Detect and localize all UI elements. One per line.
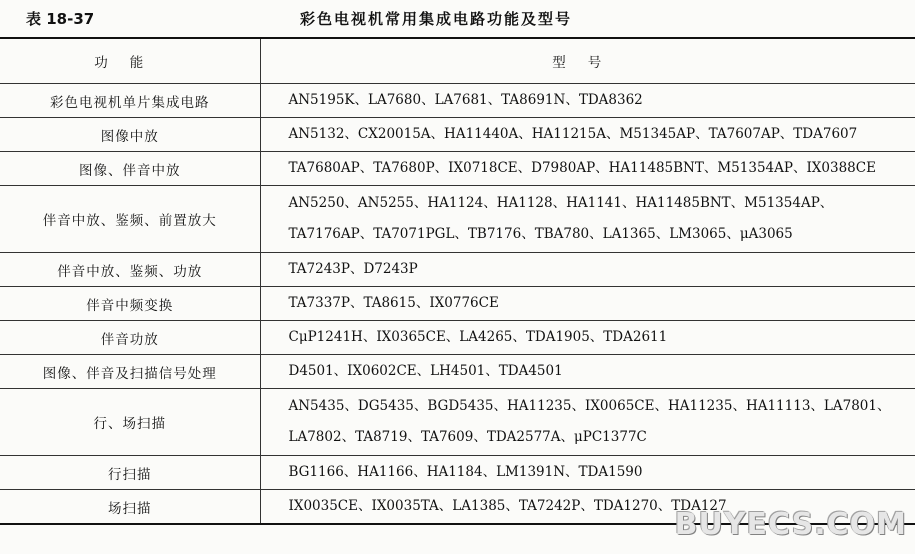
function-cell: 图像中放 bbox=[0, 118, 260, 152]
table-row bbox=[0, 456, 915, 490]
model-cell bbox=[260, 186, 915, 253]
table-row bbox=[0, 118, 915, 152]
model-line: BG1166、HA1166、HA1184、LM1391N、TDA1590 bbox=[288, 464, 643, 480]
model-cell bbox=[260, 287, 915, 321]
model-line: AN5195K、LA7680、LA7681、TA8691N、TDA8362 bbox=[288, 92, 643, 108]
model-line: IX0035CE、IX0035TA、LA1385、TA7242P、TDA1270、TDA127 bbox=[288, 498, 727, 514]
function-cell: 彩色电视机单片集成电路 bbox=[0, 84, 260, 118]
function-cell: 伴音中放、鉴频、功放 bbox=[0, 253, 260, 287]
function-cell: 图像、伴音及扫描信号处理 bbox=[0, 355, 260, 389]
model-line: TA7337P、TA8615、IX0776CE bbox=[288, 295, 499, 311]
function-cell: 行扫描 bbox=[0, 456, 260, 490]
function-cell: 行、场扫描 bbox=[0, 389, 260, 456]
table-caption bbox=[0, 0, 915, 36]
function-cell: 伴音功放 bbox=[0, 321, 260, 355]
model-cell bbox=[260, 253, 915, 287]
table-title: 彩色电视机常用集成电路功能及型号 bbox=[300, 10, 573, 28]
model-line: CμP1241H、IX0365CE、LA4265、TDA1905、TDA2611 bbox=[288, 329, 668, 345]
table-row bbox=[0, 287, 915, 321]
model-line: AN5132、CX20015A、HA11440A、HA11215A、M51345AP、TA7607AP、TDA7607 bbox=[288, 126, 858, 142]
table-row bbox=[0, 253, 915, 287]
model-line: AN5250、AN5255、HA1124、HA1128、HA1141、HA11485BNT、M51354AP、 bbox=[288, 195, 834, 211]
table-row bbox=[0, 321, 915, 355]
watermark: BUYECS.COM bbox=[674, 507, 907, 542]
model-cell bbox=[260, 355, 915, 389]
model-line: LA7802、TA8719、TA7609、TDA2577A、μPC1377C bbox=[288, 429, 647, 445]
model-cell bbox=[260, 321, 915, 355]
ic-function-table bbox=[0, 37, 915, 525]
table-row bbox=[0, 152, 915, 186]
model-line: TA7176AP、TA7071PGL、TB7176、TBA780、LA1365、LM3065、μA3065 bbox=[288, 226, 793, 242]
model-cell bbox=[260, 84, 915, 118]
model-cell bbox=[260, 152, 915, 186]
function-cell: 图像、伴音中放 bbox=[0, 152, 260, 186]
model-cell bbox=[260, 389, 915, 456]
function-cell: 伴音中放、鉴频、前置放大 bbox=[0, 186, 260, 253]
table-row bbox=[0, 84, 915, 118]
model-line: TA7680AP、TA7680P、IX0718CE、D7980AP、HA11485BNT、M51354AP、IX0388CE bbox=[288, 160, 876, 176]
table-row bbox=[0, 186, 915, 253]
function-cell: 伴音中频变换 bbox=[0, 287, 260, 321]
header-model: 型号 bbox=[260, 38, 915, 84]
header-function: 功能 bbox=[0, 38, 260, 84]
model-line: D4501、IX0602CE、LH4501、TDA4501 bbox=[288, 363, 563, 379]
table-row bbox=[0, 389, 915, 456]
model-cell bbox=[260, 456, 915, 490]
table-header-row bbox=[0, 38, 915, 84]
table-number: 表 18-37 bbox=[26, 10, 95, 28]
function-cell: 场扫描 bbox=[0, 490, 260, 525]
model-line: AN5435、DG5435、BGD5435、HA11235、IX0065CE、HA11235、HA11113、LA7801、 bbox=[288, 398, 891, 414]
model-cell bbox=[260, 118, 915, 152]
model-line: TA7243P、D7243P bbox=[288, 261, 418, 277]
table-row bbox=[0, 355, 915, 389]
